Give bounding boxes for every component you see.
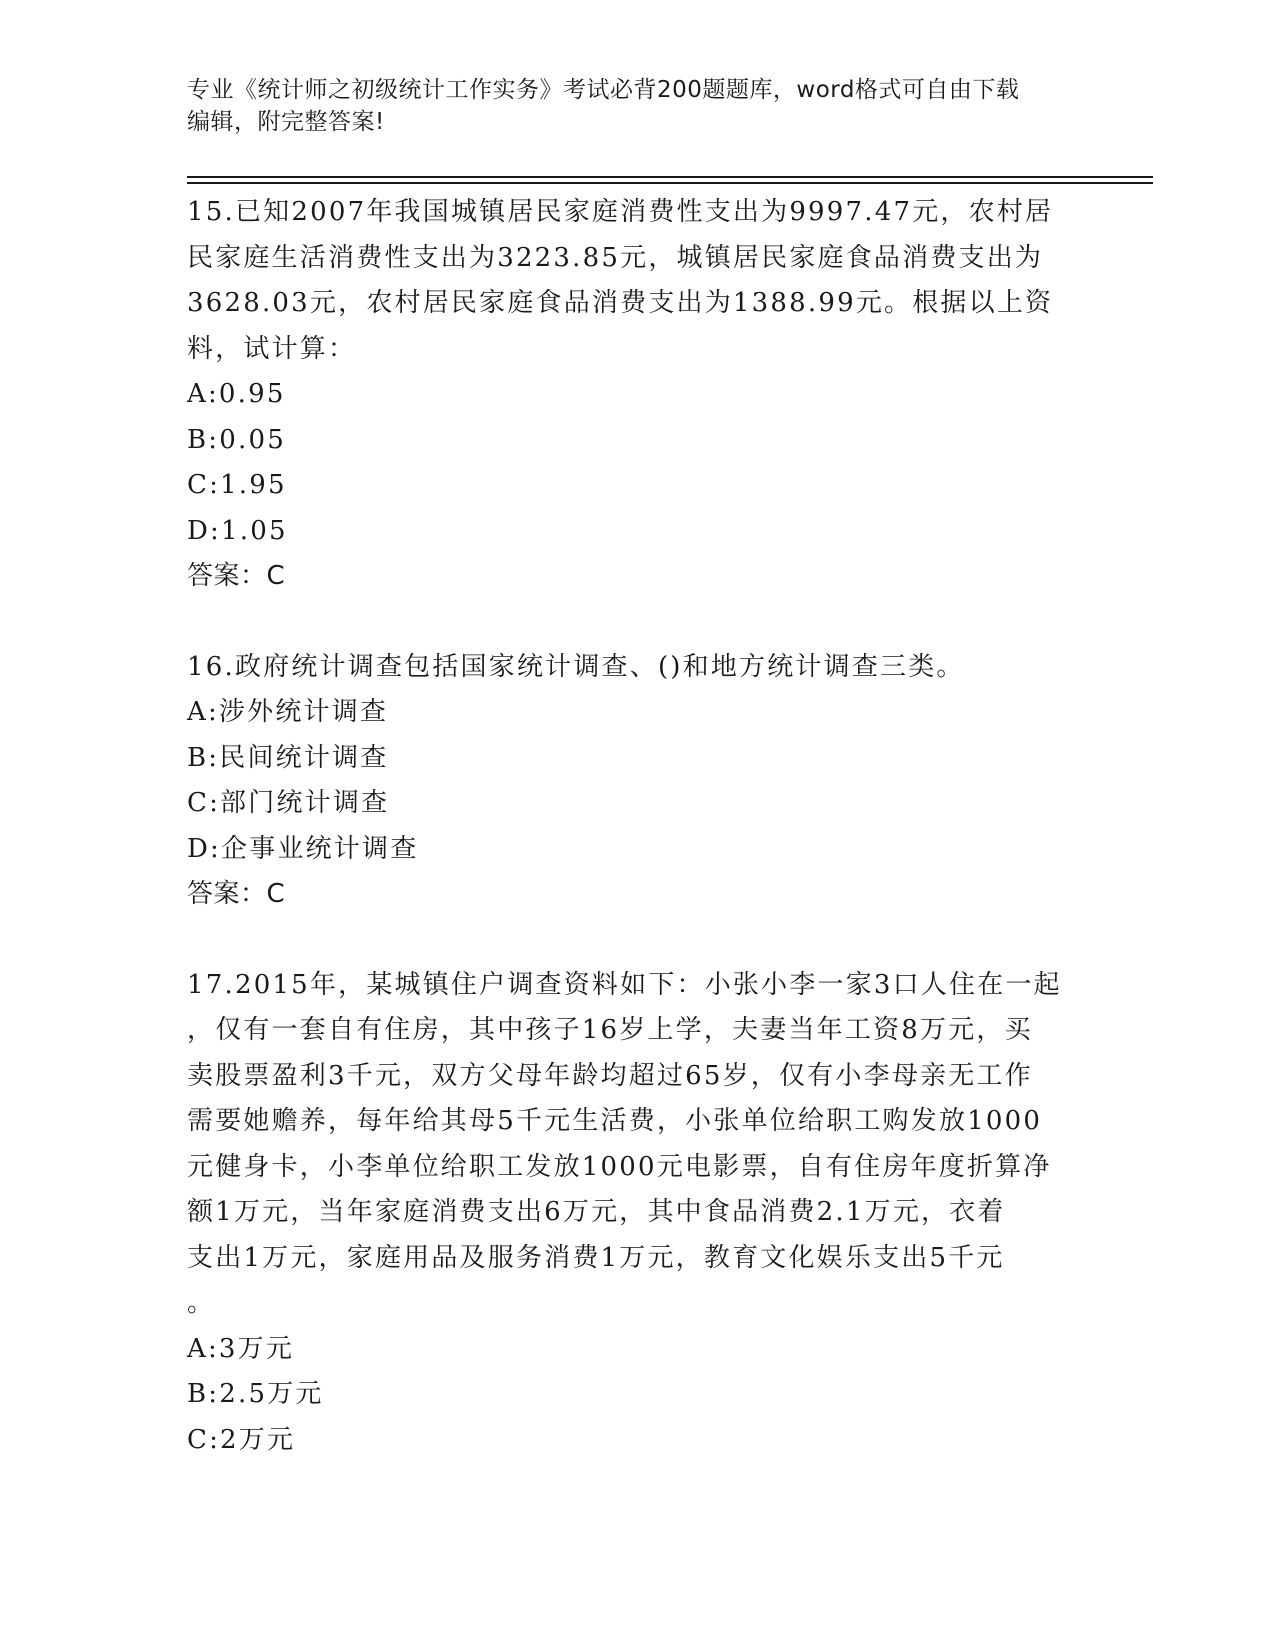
question-15-text-line-3: 3628.03元，农村居民家庭食品消费支出为1388.99元。根据以上资 (187, 288, 1054, 318)
header-divider-top (187, 176, 1153, 178)
question-17-text-line-2: ，仅有一套自有住房，其中孩子16岁上学，夫妻当年工资8万元，买 (187, 1015, 1033, 1045)
question-17-text-line-3: 卖股票盈利3千元，双方父母年龄均超过65岁，仅有小李母亲无工作 (187, 1060, 1033, 1091)
question-15-text-line-1: 15.已知2007年我国城镇居民家庭消费性支出为9997.47元，农村居 (187, 197, 1054, 227)
question-17-option-b: B:2.5万元 (187, 1379, 324, 1409)
question-15-text-line-2: 民家庭生活消费性支出为3223.85元，城镇居民家庭食品消费支出为 (187, 242, 1044, 273)
document-header (187, 74, 1067, 138)
question-16-option-c: C:部门统计调查 (187, 788, 390, 818)
question-16-text-line-1: 16.政府统计调查包括国家统计调查、()和地方统计调查三类。 (187, 651, 965, 682)
question-17-text-line-6: 额1万元，当年家庭消费支出6万元，其中食品消费2.1万元，衣着 (187, 1197, 1006, 1227)
question-17-option-a: A:3万元 (187, 1333, 295, 1364)
question-15-option-c: C:1.95 (187, 470, 287, 500)
question-15-answer: 答案：C (187, 561, 286, 591)
question-16 (187, 645, 1087, 918)
question-15 (187, 190, 1087, 600)
question-15-option-d: D:1.05 (187, 515, 288, 546)
question-17-text-line-1: 17.2015年，某城镇住户调查资料如下：小张小李一家3口人住在一起 (187, 969, 1062, 1000)
question-17-text-line-4: 需要她赡养，每年给其母5千元生活费，小张单位给职工购发放1000 (187, 1106, 1043, 1136)
question-16-answer: 答案：C (187, 879, 286, 909)
question-list (187, 190, 1087, 1508)
question-15-option-a: A:0.95 (187, 379, 286, 409)
header-title-line-2: 编辑，附完整答案! (187, 109, 385, 135)
question-17-text-line-7: 支出1万元，家庭用品及服务消费1万元，教育文化娱乐支出5千元 (187, 1242, 1005, 1273)
question-17-text-line-5: 元健身卡，小李单位给职工发放1000元电影票，自有住房年度折算净 (187, 1151, 1052, 1182)
header-title-line-1: 专业《统计师之初级统计工作实务》考试必背200题题库，word格式可自由下载 (187, 77, 1020, 103)
question-15-option-b: B:0.05 (187, 424, 286, 455)
question-16-option-b: B:民间统计调查 (187, 742, 389, 773)
question-17-text-line-8: 。 (187, 1288, 216, 1318)
question-16-option-a: A:涉外统计调查 (187, 697, 389, 727)
question-17-option-c: C:2万元 (187, 1424, 296, 1455)
question-17 (187, 963, 1087, 1464)
header-divider-bottom (187, 182, 1153, 184)
question-16-option-d: D:企事业统计调查 (187, 833, 419, 864)
question-15-text-line-4: 料，试计算： (187, 333, 357, 364)
